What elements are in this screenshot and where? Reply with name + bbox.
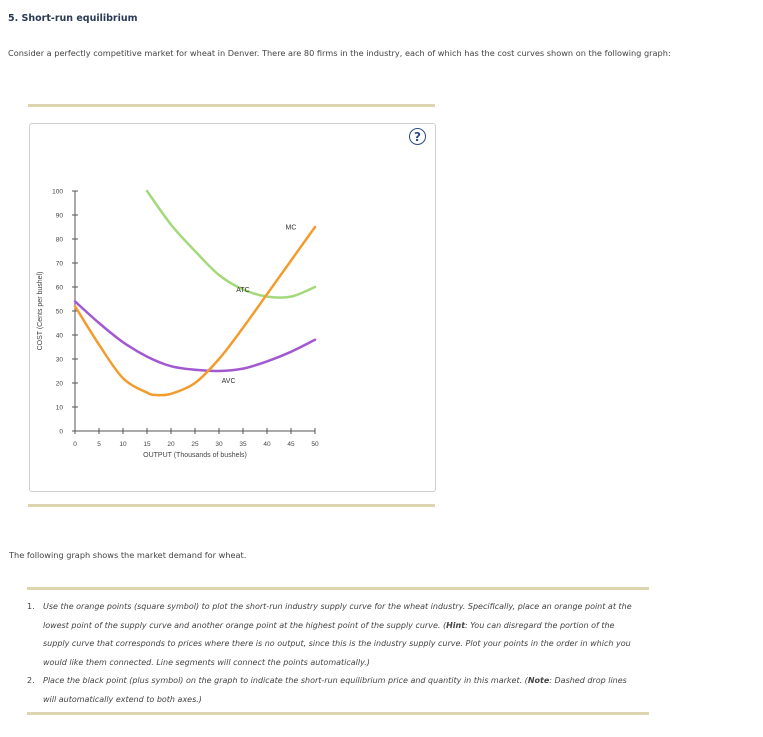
- x-tick-label: 40: [263, 441, 271, 448]
- instructions-top-divider: [27, 587, 649, 590]
- x-tick-label: 0: [73, 441, 77, 448]
- cost-curves-chart[interactable]: [30, 124, 435, 491]
- help-icon[interactable]: ?: [409, 128, 426, 145]
- x-tick-label: 5: [97, 441, 101, 448]
- y-tick-label: 50: [55, 308, 63, 316]
- instruction-text: Place the black point (plus symbol) on the graph to indicate the short-run equilibrium price and quantity in this market. (: [43, 676, 528, 685]
- demand-lead-text: The following graph shows the market demand for wheat.: [9, 550, 247, 560]
- graph-panel[interactable]: [29, 123, 436, 492]
- mc-label: MC: [285, 224, 297, 232]
- y-tick-label: 10: [55, 404, 63, 412]
- x-tick-label: 30: [215, 441, 223, 448]
- x-tick-label: 45: [287, 441, 295, 448]
- y-tick-label: 20: [55, 380, 63, 388]
- y-tick-label: 60: [55, 284, 63, 292]
- x-axis-label: OUTPUT (Thousands of bushels): [143, 452, 247, 459]
- x-tick-label: 25: [191, 441, 199, 448]
- mid-divider: [28, 504, 435, 507]
- instruction-item: [27, 672, 639, 709]
- instructions-list: [27, 598, 639, 709]
- y-tick-label: 90: [55, 212, 63, 220]
- y-axis-label: COST (Cents per bushel): [37, 271, 44, 351]
- instruction-number: 1.: [27, 602, 35, 611]
- x-tick-label: 20: [167, 441, 175, 448]
- x-tick-label: 50: [311, 441, 319, 448]
- atc-curve: [147, 191, 315, 298]
- instruction-emphasis: Hint: [446, 620, 466, 630]
- x-tick-label: 35: [239, 441, 247, 448]
- instruction-text: : Dashed drop lines will automatically extend to both axes.): [43, 676, 627, 704]
- y-tick-label: 100: [52, 188, 63, 196]
- intro-text: Consider a perfectly competitive market for wheat in Denver. There are 80 firms in the industry, each of which has the cost curves shown on the following graph:: [8, 48, 671, 58]
- instruction-emphasis: Note: [527, 676, 550, 685]
- y-tick-label: 40: [55, 332, 63, 340]
- y-tick-label: 80: [55, 236, 63, 244]
- instruction-text: Use the orange points (square symbol) to plot the short-run industry supply curve for the wheat industry. Specifically, place an orange point at the lowest point of the supply curve and another orange point at the highest point of the supply curve. (: [43, 602, 632, 630]
- y-tick-label: 0: [59, 428, 63, 436]
- y-tick-label: 70: [55, 260, 63, 268]
- x-tick-label: 15: [143, 441, 151, 448]
- instruction-number: 2.: [27, 676, 35, 685]
- instructions-bottom-divider: [27, 712, 649, 715]
- section-title: 5. Short-run equilibrium: [8, 13, 138, 24]
- instruction-text: : You can disregard the portion of the supply curve that corresponds to prices where there is no output, since this is the industry supply curve. Plot your points in the order in which you would like them connected. Line segments will connect the points automatically.): [43, 620, 631, 667]
- y-tick-label: 30: [55, 356, 63, 364]
- top-divider: [28, 104, 435, 107]
- instruction-item: [27, 598, 639, 672]
- x-tick-label: 10: [119, 441, 127, 448]
- atc-label: ATC: [236, 286, 250, 294]
- avc-label: AVC: [221, 378, 236, 385]
